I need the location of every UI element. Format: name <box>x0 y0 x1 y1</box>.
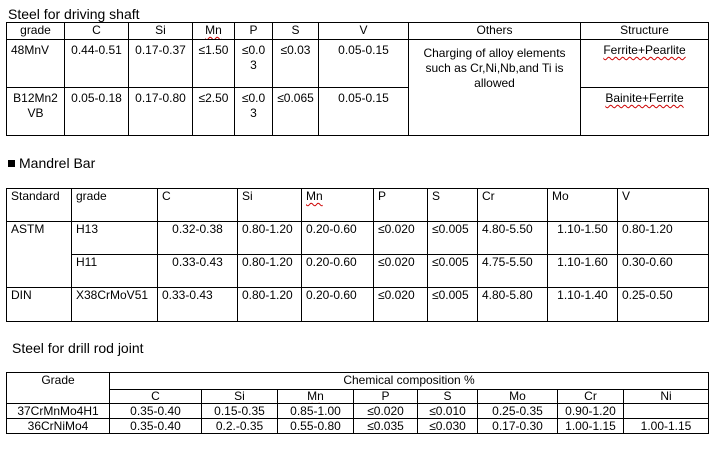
table-cell: 0.33-0.43 <box>158 288 238 322</box>
table-cell <box>624 404 709 419</box>
section-title-mandrel-bar <box>8 155 95 171</box>
table-cell: 0.80-1.20 <box>238 222 302 255</box>
table-cell: 0.90-1.20 <box>558 404 624 419</box>
table-cell: 4.75-5.50 <box>478 255 548 288</box>
table-cell: ≤0.005 <box>428 255 478 288</box>
table-row <box>7 88 709 136</box>
table-row <box>7 419 709 434</box>
table-cell: 0.80-1.20 <box>238 288 302 322</box>
table-cell: ≤0.005 <box>428 222 478 255</box>
table-cell: 1.10-1.60 <box>548 255 618 288</box>
header-cell: P <box>235 23 273 40</box>
header-cell: Others <box>409 23 581 40</box>
table-cell: ≤0.03 <box>235 40 273 88</box>
table-cell: 0.2.-0.35 <box>202 419 278 434</box>
header-cell: S <box>418 390 478 404</box>
table-cell-others: Charging of alloy elements such as Cr,Ni,Nb,and Ti is allowed <box>409 40 581 136</box>
header-cell: Si <box>129 23 193 40</box>
mandrel-bar-table <box>6 188 709 322</box>
header-cell: S <box>428 189 478 222</box>
section-title-drill-rod-joint: Steel for drill rod joint <box>12 340 144 356</box>
table-cell: 0.80-1.20 <box>238 255 302 288</box>
table-cell: H13 <box>72 222 158 255</box>
table-cell: 37CrMnMo4H1 <box>7 404 110 419</box>
header-text: Mn <box>306 189 323 203</box>
table-cell: H11 <box>72 255 158 288</box>
table-row <box>7 222 709 255</box>
table-cell: 1.10-1.40 <box>548 288 618 322</box>
header-cell: Mo <box>548 189 618 222</box>
table-cell: 0.25-0.50 <box>618 288 709 322</box>
header-text: Mn <box>307 389 324 403</box>
table-cell: 1.10-1.50 <box>548 222 618 255</box>
section-title-driving-shaft: Steel for driving shaft <box>8 6 140 22</box>
table-cell: ≤0.030 <box>418 419 478 434</box>
table-cell: 0.55-0.80 <box>278 419 354 434</box>
header-cell: Si <box>202 390 278 404</box>
section-title-text: Mandrel Bar <box>19 155 96 171</box>
table-cell: 4.80-5.50 <box>478 222 548 255</box>
table-cell: 0.35-0.40 <box>110 419 202 434</box>
header-cell: P <box>374 189 428 222</box>
header-cell-group: Chemical composition % <box>110 373 709 390</box>
table-cell: ≤0.035 <box>354 419 418 434</box>
table-cell: ≤2.50 <box>193 88 235 136</box>
table-cell: 0.05-0.15 <box>319 40 409 88</box>
table-cell: ASTM <box>7 222 72 288</box>
table-cell: 0.05-0.18 <box>65 88 129 136</box>
table-cell: 0.15-0.35 <box>202 404 278 419</box>
header-cell: Structure <box>581 23 709 40</box>
table-cell: 0.17-0.30 <box>478 419 558 434</box>
table-cell: 0.85-1.00 <box>278 404 354 419</box>
header-cell-grade: Grade <box>7 373 110 404</box>
table-cell <box>581 40 709 88</box>
table-cell <box>581 88 709 136</box>
header-cell <box>302 189 374 222</box>
table-cell: X38CrMoV51 <box>72 288 158 322</box>
header-cell: V <box>618 189 709 222</box>
table-cell: ≤0.020 <box>374 255 428 288</box>
structure-text: Ferrite+Pearlite <box>603 43 686 57</box>
table-group-header-row <box>7 373 709 390</box>
table-cell: ≤0.03 <box>235 88 273 136</box>
header-cell: Cr <box>478 189 548 222</box>
table-cell: 0.20-0.60 <box>302 288 374 322</box>
table-cell: 0.20-0.60 <box>302 222 374 255</box>
table-cell: 0.35-0.40 <box>110 404 202 419</box>
table-cell: 0.33-0.43 <box>158 255 238 288</box>
table-cell: ≤0.005 <box>428 288 478 322</box>
table-row <box>7 40 709 88</box>
header-cell: Standard <box>7 189 72 222</box>
header-cell <box>193 23 235 40</box>
table-cell: ≤0.020 <box>354 404 418 419</box>
header-text: Mn <box>205 23 222 37</box>
table-cell: ≤1.50 <box>193 40 235 88</box>
header-cell: S <box>273 23 319 40</box>
table-cell: 36CrNiMo4 <box>7 419 110 434</box>
table-cell: 0.25-0.35 <box>478 404 558 419</box>
header-cell: Si <box>238 189 302 222</box>
header-cell: grade <box>7 23 65 40</box>
table-cell: 0.32-0.38 <box>158 222 238 255</box>
table-cell: 0.05-0.15 <box>319 88 409 136</box>
header-cell: C <box>158 189 238 222</box>
table-row <box>7 404 709 419</box>
header-cell: V <box>319 23 409 40</box>
table-cell: 4.80-5.80 <box>478 288 548 322</box>
header-cell <box>278 390 354 404</box>
table-cell: 0.44-0.51 <box>65 40 129 88</box>
table-header-row <box>7 23 709 40</box>
square-bullet-icon <box>8 160 15 167</box>
header-cell: Cr <box>558 390 624 404</box>
header-cell: Ni <box>624 390 709 404</box>
table-cell: 1.00-1.15 <box>624 419 709 434</box>
table-cell: 1.00-1.15 <box>558 419 624 434</box>
table-cell: 0.17-0.37 <box>129 40 193 88</box>
table-row <box>7 288 709 322</box>
header-cell: P <box>354 390 418 404</box>
table-cell: ≤0.020 <box>374 222 428 255</box>
table-row <box>7 255 709 288</box>
table-header-row <box>7 189 709 222</box>
drill-rod-joint-table <box>6 372 709 434</box>
table-cell: ≤0.03 <box>273 40 319 88</box>
table-cell: 48MnV <box>7 40 65 88</box>
driving-shaft-table <box>6 22 709 136</box>
header-cell: Mo <box>478 390 558 404</box>
table-cell: ≤0.010 <box>418 404 478 419</box>
structure-text: Bainite+Ferrite <box>605 91 684 105</box>
table-cell: ≤0.020 <box>374 288 428 322</box>
table-cell: 0.17-0.80 <box>129 88 193 136</box>
header-cell: C <box>110 390 202 404</box>
table-cell: ≤0.065 <box>273 88 319 136</box>
header-cell: grade <box>72 189 158 222</box>
table-cell: B12Mn2VB <box>7 88 65 136</box>
table-cell: 0.30-0.60 <box>618 255 709 288</box>
header-cell: C <box>65 23 129 40</box>
table-cell: 0.80-1.20 <box>618 222 709 255</box>
table-cell: 0.20-0.60 <box>302 255 374 288</box>
table-cell: DIN <box>7 288 72 322</box>
table-header-row <box>7 390 709 404</box>
